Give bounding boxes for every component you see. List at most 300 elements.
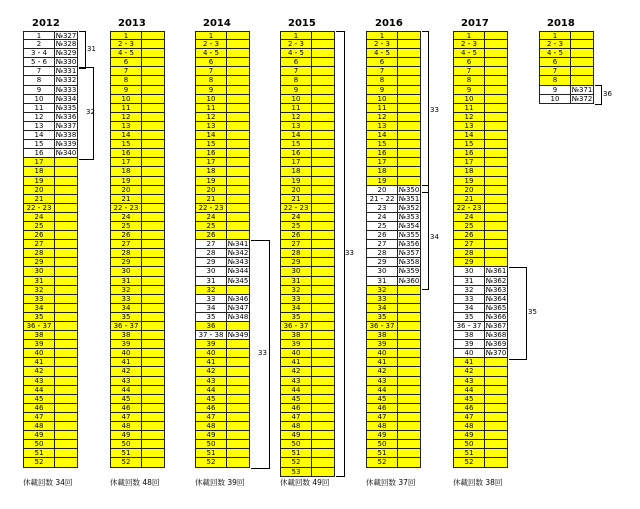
issue-row: [23, 331, 78, 340]
issue-number-cell: 12: [280, 113, 311, 122]
issue-row: [195, 440, 250, 449]
issue-row: [195, 258, 250, 267]
issue-number-cell: 49: [366, 431, 397, 440]
chapter-number-cell: [226, 431, 250, 440]
issue-row: [195, 322, 250, 331]
issue-row: [366, 86, 421, 95]
issue-row: [110, 413, 165, 422]
issue-row: [195, 140, 250, 149]
issue-row: [110, 377, 165, 386]
issue-row: [195, 49, 250, 58]
issue-number-cell: 39: [110, 340, 141, 349]
chapter-number-cell: [311, 140, 335, 149]
issue-row: [110, 113, 165, 122]
issue-number-cell: 34: [195, 304, 226, 313]
issue-row: [110, 295, 165, 304]
issue-number-cell: 33: [110, 295, 141, 304]
chapter-number-cell: [54, 186, 78, 195]
issue-row: [453, 76, 508, 85]
issue-number-cell: 22・23: [23, 204, 54, 213]
chapter-number-cell: [397, 31, 421, 40]
chapter-number-cell: [397, 113, 421, 122]
chapter-number-cell: [311, 367, 335, 376]
issue-number-cell: 50: [195, 440, 226, 449]
chapter-number-cell: [141, 140, 165, 149]
chapter-number-cell: [397, 395, 421, 404]
issue-row: [110, 195, 165, 204]
issue-row: [366, 186, 421, 195]
chapter-number-cell: [226, 395, 250, 404]
issue-number-cell: 14: [23, 131, 54, 140]
issue-row: [23, 113, 78, 122]
issue-row: [110, 177, 165, 186]
issue-number-cell: 53: [280, 468, 311, 477]
chapter-number-cell: [484, 131, 508, 140]
chapter-number-cell: [141, 340, 165, 349]
chapter-number-cell: [54, 195, 78, 204]
issue-row: [110, 440, 165, 449]
issue-row: [453, 295, 508, 304]
issue-row: [366, 158, 421, 167]
issue-number-cell: 49: [453, 431, 484, 440]
chapter-number-cell: [54, 395, 78, 404]
chapter-number-cell: [397, 167, 421, 176]
chapter-number-cell: №349: [227, 331, 249, 340]
issue-number-cell: 46: [280, 404, 311, 413]
issue-number-cell: 13: [453, 122, 484, 131]
issue-row: [23, 31, 78, 40]
hiatus-count-2017: 休載回数 38回: [453, 478, 503, 487]
issue-number-cell: 48: [110, 422, 141, 431]
issue-row: [453, 458, 508, 467]
issue-row: [110, 340, 165, 349]
chapter-number-cell: [141, 404, 165, 413]
issue-number-cell: 16: [195, 149, 226, 158]
issue-number-cell: 25: [366, 222, 397, 231]
chapter-number-cell: [397, 458, 421, 467]
chapter-number-cell: [226, 358, 250, 367]
issue-row: [366, 258, 421, 267]
issue-row: [280, 113, 335, 122]
issue-row: [280, 349, 335, 358]
issue-number-cell: 44: [195, 386, 226, 395]
issue-number-cell: 12: [366, 113, 397, 122]
issue-row: [453, 40, 508, 49]
chapter-number-cell: [226, 58, 250, 67]
issue-row: [23, 231, 78, 240]
issue-row: [280, 386, 335, 395]
issue-row: [23, 95, 78, 104]
issue-number-cell: 12: [23, 113, 54, 122]
chapter-number-cell: [141, 113, 165, 122]
issue-number-cell: 22・23: [280, 204, 311, 213]
issue-number-cell: 36・37: [110, 322, 141, 331]
issue-number-cell: 39: [23, 340, 54, 349]
chapter-number-cell: [397, 286, 421, 295]
issue-number-cell: 37・38: [195, 331, 226, 340]
issue-number-cell: 20: [366, 186, 397, 195]
issue-number-cell: 31: [23, 277, 54, 286]
issue-number-cell: 30: [280, 267, 311, 276]
chapter-number-cell: №337: [55, 121, 77, 130]
issue-number-cell: 26: [23, 231, 54, 240]
issue-row: [110, 249, 165, 258]
issue-number-cell: 8: [195, 76, 226, 85]
issue-row: [366, 377, 421, 386]
issue-number-cell: 15: [110, 140, 141, 149]
year-heading-2014: 2014: [203, 18, 231, 29]
chapter-number-cell: №329: [55, 49, 77, 58]
issue-row: [110, 86, 165, 95]
issue-number-cell: 33: [366, 295, 397, 304]
issue-row: [195, 404, 250, 413]
issue-number-cell: 11: [280, 104, 311, 113]
issue-number-cell: 52: [110, 458, 141, 467]
issue-number-cell: 43: [23, 377, 54, 386]
issue-number-cell: 24: [195, 213, 226, 222]
issue-row: [453, 440, 508, 449]
issue-row: [366, 349, 421, 358]
chapter-number-cell: №341: [227, 240, 249, 249]
issue-row: [453, 413, 508, 422]
issue-row: [195, 277, 250, 286]
issue-number-cell: 6: [195, 58, 226, 67]
issue-row: [453, 177, 508, 186]
chapter-number-cell: [141, 386, 165, 395]
issue-number-cell: 44: [453, 386, 484, 395]
issue-number-cell: 38: [110, 331, 141, 340]
chapter-number-cell: [141, 131, 165, 140]
chapter-number-cell: [141, 249, 165, 258]
issue-number-cell: 26: [453, 231, 484, 240]
chapter-number-cell: [226, 386, 250, 395]
issue-row: [195, 131, 250, 140]
chapter-number-cell: [54, 404, 78, 413]
chapter-number-cell: [484, 86, 508, 95]
issue-number-cell: 9: [23, 86, 54, 95]
issue-number-cell: 52: [23, 458, 54, 467]
chapter-number-cell: [54, 449, 78, 458]
issue-row: [280, 404, 335, 413]
chapter-number-cell: [397, 413, 421, 422]
chapter-number-cell: [311, 131, 335, 140]
chapter-number-cell: [311, 331, 335, 340]
issue-number-cell: 2・3: [453, 40, 484, 49]
chapter-number-cell: [397, 76, 421, 85]
issue-number-cell: 7: [366, 67, 397, 76]
issue-number-cell: 20: [453, 186, 484, 195]
chapter-number-cell: [54, 158, 78, 167]
issue-row: [453, 149, 508, 158]
chapter-number-cell: [311, 177, 335, 186]
chapter-number-cell: [484, 422, 508, 431]
issue-number-cell: 50: [110, 440, 141, 449]
chapter-number-cell: [311, 340, 335, 349]
issue-row: [366, 340, 421, 349]
issue-number-cell: 40: [366, 349, 397, 358]
chapter-number-cell: [54, 304, 78, 313]
year-column-2015: [280, 31, 335, 477]
issue-number-cell: 52: [366, 458, 397, 467]
issue-row: [280, 149, 335, 158]
issue-number-cell: 35: [195, 313, 226, 322]
issue-number-cell: 35: [110, 313, 141, 322]
issue-number-cell: 29: [453, 258, 484, 267]
issue-row: [195, 331, 250, 340]
volume-label-31: 31: [87, 45, 96, 53]
issue-number-cell: 21・22: [366, 195, 397, 204]
issue-row: [195, 222, 250, 231]
chapter-number-cell: №367: [485, 322, 507, 330]
issue-number-cell: 8: [23, 76, 54, 85]
chapter-number-cell: [54, 322, 78, 331]
issue-number-cell: 18: [453, 167, 484, 176]
issue-row: [280, 31, 335, 40]
issue-row: [23, 76, 78, 85]
issue-number-cell: 46: [23, 404, 54, 413]
issue-row: [453, 267, 508, 276]
issue-row: [366, 222, 421, 231]
issue-row: [195, 395, 250, 404]
chapter-number-cell: [226, 231, 250, 240]
issue-number-cell: 25: [23, 222, 54, 231]
issue-row: [366, 358, 421, 367]
issue-row: [280, 177, 335, 186]
issue-number-cell: 46: [366, 404, 397, 413]
issue-row: [23, 49, 78, 58]
issue-row: [110, 31, 165, 40]
issue-number-cell: 42: [110, 367, 141, 376]
chapter-number-cell: [141, 449, 165, 458]
chapter-number-cell: [311, 377, 335, 386]
chapter-number-cell: №333: [55, 85, 77, 94]
issue-number-cell: 31: [195, 277, 226, 286]
issue-row: [280, 422, 335, 431]
issue-row: [195, 386, 250, 395]
issue-number-cell: 5・6: [23, 58, 54, 67]
issue-row: [366, 149, 421, 158]
volume-bracket-36: [595, 85, 602, 105]
issue-number-cell: 25: [195, 222, 226, 231]
issue-number-cell: 20: [110, 186, 141, 195]
issue-row: [110, 104, 165, 113]
chapter-number-cell: [397, 386, 421, 395]
issue-number-cell: 8: [366, 76, 397, 85]
chapter-number-cell: [226, 104, 250, 113]
chapter-number-cell: [484, 204, 508, 213]
issue-row: [23, 240, 78, 249]
issue-row: [23, 40, 78, 49]
chapter-number-cell: [54, 295, 78, 304]
issue-row: [453, 158, 508, 167]
issue-row: [110, 286, 165, 295]
issue-number-cell: 35: [23, 313, 54, 322]
chapter-number-cell: [484, 413, 508, 422]
issue-number-cell: 28: [366, 249, 397, 258]
issue-row: [195, 304, 250, 313]
issue-row: [280, 249, 335, 258]
chapter-number-cell: [141, 167, 165, 176]
chapter-number-cell: [141, 49, 165, 58]
chapter-number-cell: №350: [398, 185, 420, 194]
issue-row: [366, 440, 421, 449]
chapter-number-cell: №361: [485, 267, 507, 276]
chapter-number-cell: [311, 404, 335, 413]
chapter-number-cell: [397, 322, 421, 331]
issue-number-cell: 28: [280, 249, 311, 258]
issue-number-cell: 9: [453, 86, 484, 95]
chapter-number-cell: [226, 131, 250, 140]
issue-number-cell: 45: [110, 395, 141, 404]
issue-number-cell: 2・3: [366, 40, 397, 49]
chapter-number-cell: [141, 95, 165, 104]
chapter-number-cell: [54, 358, 78, 367]
issue-number-cell: 49: [23, 431, 54, 440]
issue-row: [195, 186, 250, 195]
chapter-number-cell: [484, 440, 508, 449]
chapter-number-cell: [484, 177, 508, 186]
issue-row: [23, 258, 78, 267]
issue-row: [23, 186, 78, 195]
chapter-number-cell: [397, 304, 421, 313]
chapter-number-cell: [54, 167, 78, 176]
chapter-number-cell: [484, 158, 508, 167]
issue-number-cell: 41: [280, 358, 311, 367]
chapter-number-cell: [397, 104, 421, 113]
chapter-number-cell: [484, 404, 508, 413]
chapter-number-cell: [226, 95, 250, 104]
issue-number-cell: 52: [280, 458, 311, 467]
chapter-number-cell: [54, 313, 78, 322]
issue-number-cell: 10: [539, 95, 570, 104]
issue-number-cell: 48: [23, 422, 54, 431]
issue-number-cell: 12: [453, 113, 484, 122]
issue-row: [366, 140, 421, 149]
chapter-number-cell: [311, 49, 335, 58]
issue-row: [23, 104, 78, 113]
issue-number-cell: 10: [453, 95, 484, 104]
year-column-2016: [366, 31, 421, 468]
issue-row: [195, 249, 250, 258]
chapter-number-cell: №356: [398, 240, 420, 249]
issue-row: [23, 340, 78, 349]
issue-row: [110, 358, 165, 367]
issue-row: [280, 358, 335, 367]
issue-number-cell: 38: [366, 331, 397, 340]
chapter-number-cell: [397, 431, 421, 440]
issue-row: [23, 313, 78, 322]
issue-row: [110, 404, 165, 413]
chapter-number-cell: [54, 231, 78, 240]
issue-number-cell: 24: [453, 213, 484, 222]
issue-row: [366, 458, 421, 467]
issue-number-cell: 49: [195, 431, 226, 440]
issue-number-cell: 15: [280, 140, 311, 149]
chapter-number-cell: №343: [227, 258, 249, 267]
issue-number-cell: 1: [539, 31, 570, 40]
chapter-number-cell: [226, 367, 250, 376]
issue-row: [23, 322, 78, 331]
issue-row: [366, 304, 421, 313]
issue-number-cell: 19: [453, 177, 484, 186]
chapter-number-cell: [141, 195, 165, 204]
chapter-number-cell: [141, 40, 165, 49]
issue-row: [280, 40, 335, 49]
issue-row: [110, 186, 165, 195]
issue-row: [453, 49, 508, 58]
issue-number-cell: 41: [23, 358, 54, 367]
issue-number-cell: 51: [110, 449, 141, 458]
issue-row: [280, 213, 335, 222]
issue-number-cell: 34: [23, 304, 54, 313]
chapter-number-cell: [311, 195, 335, 204]
chapter-number-cell: [141, 186, 165, 195]
issue-number-cell: 12: [110, 113, 141, 122]
chapter-number-cell: [311, 386, 335, 395]
issue-row: [195, 122, 250, 131]
issue-row: [366, 277, 421, 286]
issue-number-cell: 1: [110, 31, 141, 40]
issue-row: [366, 122, 421, 131]
issue-row: [23, 449, 78, 458]
chapter-number-cell: №335: [55, 103, 77, 112]
issue-number-cell: 27: [195, 240, 226, 249]
issue-number-cell: 34: [280, 304, 311, 313]
issue-row: [110, 240, 165, 249]
issue-row: [23, 413, 78, 422]
issue-number-cell: 32: [195, 286, 226, 295]
chapter-number-cell: [141, 358, 165, 367]
issue-row: [110, 213, 165, 222]
chapter-number-cell: [226, 213, 250, 222]
issue-row: [110, 167, 165, 176]
issue-row: [110, 95, 165, 104]
chapter-number-cell: [226, 422, 250, 431]
chapter-number-cell: [397, 422, 421, 431]
chapter-number-cell: [570, 76, 594, 85]
chapter-number-cell: [141, 86, 165, 95]
volume-bracket-33b: [336, 31, 345, 477]
issue-row: [453, 331, 508, 340]
issue-row: [453, 358, 508, 367]
issue-row: [23, 377, 78, 386]
chapter-number-cell: [141, 313, 165, 322]
issue-row: [110, 313, 165, 322]
issue-number-cell: 45: [195, 395, 226, 404]
chapter-number-cell: [54, 331, 78, 340]
issue-number-cell: 26: [366, 231, 397, 240]
chapter-number-cell: [484, 140, 508, 149]
issue-row: [195, 267, 250, 276]
issue-number-cell: 13: [110, 122, 141, 131]
issue-number-cell: 15: [453, 140, 484, 149]
issue-number-cell: 11: [23, 104, 54, 113]
issue-row: [280, 231, 335, 240]
issue-row: [110, 431, 165, 440]
chapter-number-cell: [54, 277, 78, 286]
hiatus-count-2015: 休載回数 49回: [280, 478, 330, 487]
chapter-number-cell: [311, 249, 335, 258]
issue-row: [110, 331, 165, 340]
issue-number-cell: 33: [280, 295, 311, 304]
issue-row: [453, 31, 508, 40]
chapter-number-cell: [141, 158, 165, 167]
issue-row: [110, 458, 165, 467]
chapter-number-cell: [311, 449, 335, 458]
issue-row: [453, 395, 508, 404]
issue-row: [23, 367, 78, 376]
chapter-number-cell: [141, 177, 165, 186]
